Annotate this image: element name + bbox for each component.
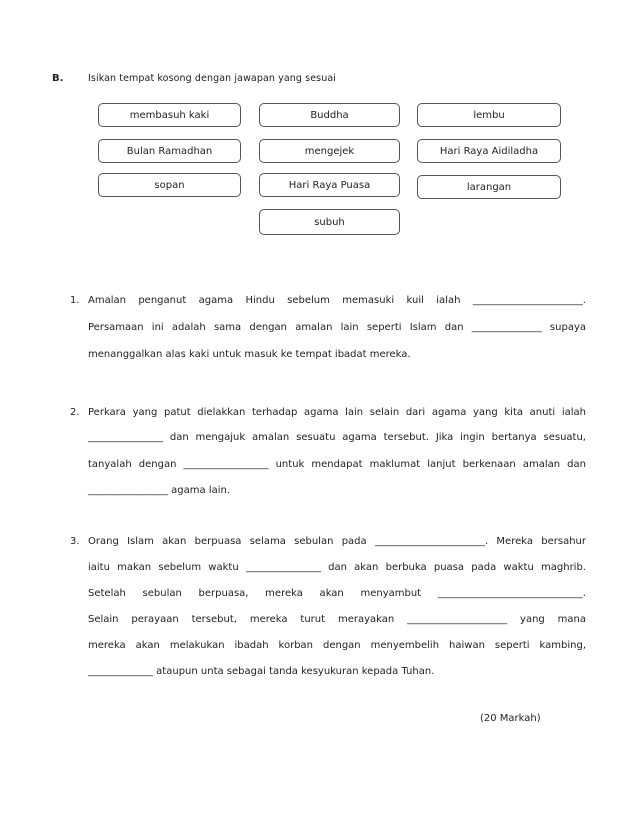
- question-number: 1.: [70, 295, 80, 306]
- question-line: iaitu makan sebelum waktu _______________ dan akan berbuka puasa pada waktu maghrib.: [88, 562, 586, 573]
- total-marks: (20 Markah): [480, 713, 541, 724]
- word-bank-item: membasuh kaki: [98, 103, 241, 127]
- word-bank-item: larangan: [417, 175, 561, 199]
- word-bank-item: lembu: [417, 103, 561, 127]
- question-number: 2.: [70, 407, 80, 418]
- word-bank-item: Bulan Ramadhan: [98, 139, 241, 163]
- question-line: ________________ agama lain.: [88, 485, 231, 496]
- question-line: Selain perayaan tersebut, mereka turut merayakan ____________________ yang mana: [88, 614, 586, 625]
- word-bank-item: subuh: [259, 209, 400, 235]
- word-bank-item: Hari Raya Aidiladha: [417, 139, 561, 163]
- question-line: Setelah sebulan berpuasa, mereka akan menyambut _____________________________.: [88, 588, 586, 599]
- question-line: mereka akan melakukan ibadah korban dengan menyembelih haiwan seperti kambing,: [88, 640, 586, 651]
- section-label: B.: [52, 73, 64, 84]
- question-line: Amalan penganut agama Hindu sebelum memasuki kuil ialah ______________________.: [88, 295, 586, 306]
- question-line: tanyalah dengan _________________ untuk mendapat maklumat lanjut berkenaan amalan dan: [88, 459, 586, 470]
- question-line: Orang Islam akan berpuasa selama sebulan pada ______________________. Mereka bersahur: [88, 536, 586, 547]
- question-line: _____________ ataupun unta sebagai tanda kesyukuran kepada Tuhan.: [88, 666, 435, 677]
- question-line: _______________ dan mengajuk amalan sesuatu agama tersebut. Jika ingin bertanya sesuatu,: [88, 432, 586, 443]
- word-bank-item: Buddha: [259, 103, 400, 127]
- section-instruction: Isikan tempat kosong dengan jawapan yang sesuai: [88, 73, 336, 84]
- word-bank-item: mengejek: [259, 139, 400, 163]
- question-line: Perkara yang patut dielakkan terhadap agama lain selain dari agama yang kita anuti ialah: [88, 407, 586, 418]
- question-line: Persamaan ini adalah sama dengan amalan lain seperti Islam dan ______________ supaya: [88, 322, 586, 333]
- question-number: 3.: [70, 536, 80, 547]
- word-bank-item: Hari Raya Puasa: [259, 173, 400, 197]
- word-bank-item: sopan: [98, 173, 241, 197]
- question-line: menanggalkan alas kaki untuk masuk ke tempat ibadat mereka.: [88, 349, 411, 360]
